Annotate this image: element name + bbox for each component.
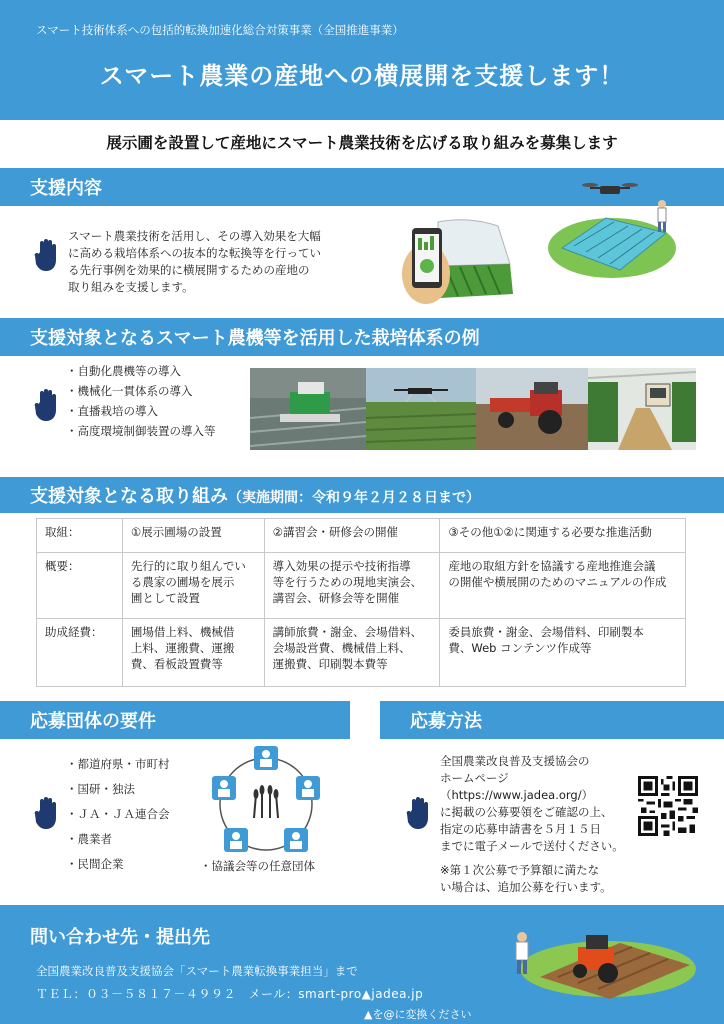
efforts-heading: 支援対象となる取り組み [30,486,228,507]
photo-drone [366,368,476,450]
table-row [37,619,686,687]
apply-heading: 応募方法 [410,711,482,732]
table-cell: 産地の取組方針を協議する産地推進会議 の開催や横展開のためのマニュアルの作成 [440,553,686,619]
efforts-heading-band [0,477,724,513]
contact-footer [0,905,724,1024]
tractor-icon [500,913,700,1003]
photo-greenhouse-controller [588,368,696,450]
table-cell: ③その他①②に関連する必要な推進活動 [440,519,686,553]
table-cell: 導入効果の提示や技術指導 等を行うための現地実演会、 講習会、研修会等を開催 [264,553,440,619]
qr-code-icon[interactable] [638,776,698,836]
website-link[interactable]: （https://www.jadea.org/） [440,788,594,802]
hand-icon [34,238,60,272]
header-subtitle: スマート技術体系への包括的転換加速化総合対策事業（全国推進事業） [36,23,404,37]
list-item: ・高度環境制御装置の導入等 [66,424,216,438]
table-cell: 委員旅費・謝金、会場借料、印刷製本 費、Web コンテンツ作成等 [440,619,686,687]
list-item: ・国研・独法 [66,782,135,796]
support-text: スマート農業技術を活用し、その導入効果を大幅 に高める栽培体系への抜本的な転換等を行ってい る先行事例を効果的に横展開するための産地の 取り組みを支援します。 [68,229,321,294]
list-item: ・自動化農機等の導入 [66,364,181,378]
examples-heading: 支援対象となるスマート農機等を活用した栽培体系の例 [30,328,480,349]
hand-icon [34,388,60,422]
contact-heading: 問い合わせ先・提出先 [30,927,210,948]
requirements-list [66,752,196,877]
list-item: ・直播栽培の導入 [66,404,158,418]
examples-list [66,361,256,441]
apply-note: ※第１次公募で予算額に満たな い場合は、追加公募を行います。 [440,863,612,894]
list-item: ・民間企業 [66,857,124,871]
apply-heading-band [380,701,724,739]
contact-tel[interactable]: ＴＥＬ：０３－５８１７－４９９２ メール：smart-pro▲jadea.jp [36,987,424,1001]
drone-icon [544,178,684,283]
examples-heading-band [0,318,724,356]
table-cell: 取組： [37,519,123,553]
hand-icon [34,796,60,830]
requirements-heading-band [0,701,350,739]
list-item: ・ＪＡ・ＪＡ連合会 [66,807,170,821]
photo-tractor [476,368,588,450]
efforts-heading-wrap [30,482,480,508]
table-cell: ①展示圃場の設置 [122,519,264,553]
table-cell: 圃場借上料、機械借 上料、運搬費、運搬 費、看板設置費等 [122,619,264,687]
list-item: ・農業者 [66,832,112,846]
header-banner [0,0,724,120]
table-cell: 概要： [37,553,123,619]
organization-diagram [198,744,338,866]
efforts-table [36,518,686,687]
photo-rice-transplanter [250,368,366,450]
diagram-label: ・協議会等の任意団体 [200,859,315,873]
hand-icon [406,796,432,830]
smartphone-icon [398,216,516,306]
table-cell: 講師旅費・謝金、会場借料、 会場設営費、機械借上料、 運搬費、印刷製本費等 [264,619,440,687]
requirements-heading: 応募団体の要件 [30,711,156,732]
list-item: ・機械化一貫体系の導入 [66,384,193,398]
contact-note: ▲を@に変換ください [364,1008,472,1021]
table-cell: ②講習会・研修会の開催 [264,519,440,553]
lead-text: 展示圃を設置して産地にスマート農業技術を広げる取り組みを募集します [106,134,618,152]
page-title: スマート農業の産地への横展開を支援します！ [99,62,625,90]
list-item: ・都道府県・市町村 [66,757,170,771]
table-row [37,553,686,619]
contact-org: 全国農業改良普及支援協会「スマート農業転換事業担当」まで [36,964,358,978]
table-cell: 先行的に取り組んでい る農家の圃場を展示 圃として設置 [122,553,264,619]
efforts-period: （実施期間：令和９年２月２８日まで） [228,490,480,506]
table-cell: 助成経費： [37,619,123,687]
support-heading: 支援内容 [30,178,102,199]
table-row [37,519,686,553]
apply-text: 全国農業改良普及支援協会の ホームページ （https://www.jadea.org/） に掲載の公募要領をご確認の上、 指定の応募申請書を５月１５日 までに電子メールで送付ください。 [440,753,640,855]
